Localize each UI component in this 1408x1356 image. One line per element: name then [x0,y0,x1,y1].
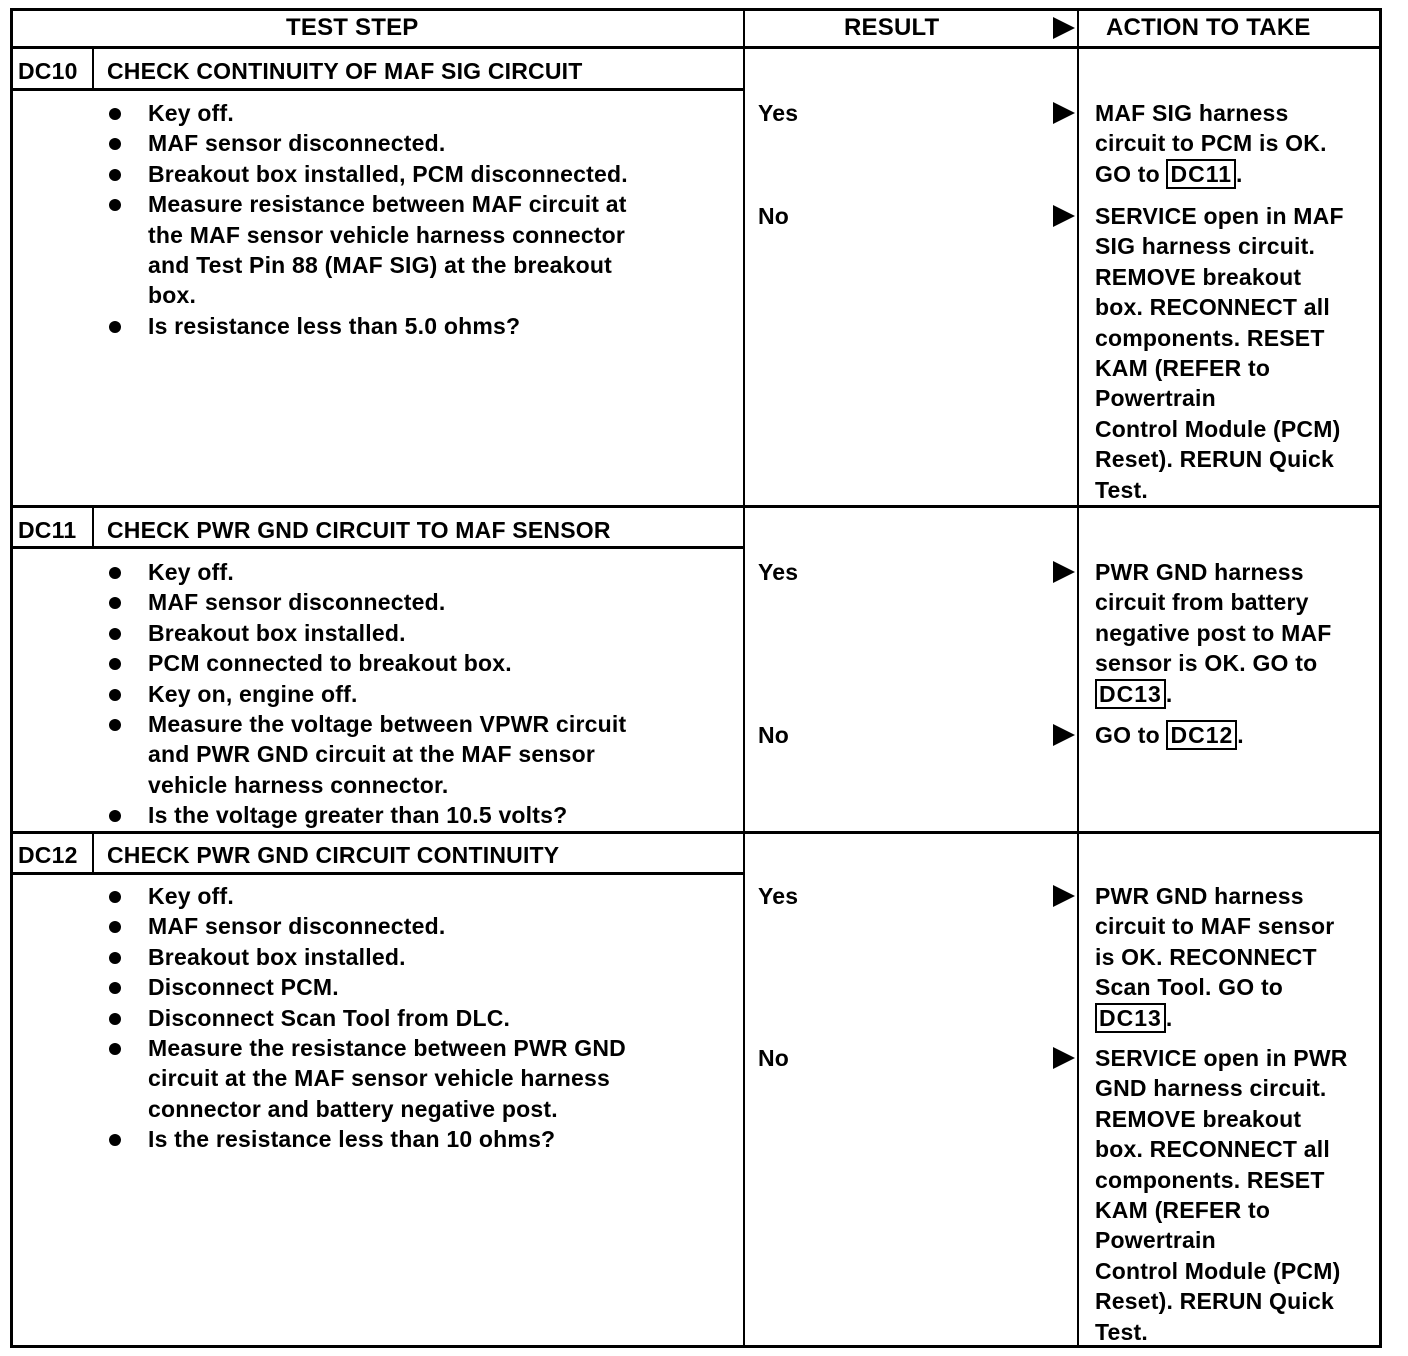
bullet-icon [109,199,121,211]
result-no: No [758,203,790,229]
step-title-underline [10,872,745,875]
result-arrow-icon [1053,561,1075,583]
step-title: CHECK CONTINUITY OF MAF SIG CIRCUIT [107,58,583,84]
header-arrow-icon [1053,17,1075,39]
test-instruction: Breakout box installed. [148,619,406,646]
step-reference-link[interactable]: DC11 [1166,159,1236,189]
step-title-underline [10,546,745,549]
result-yes: Yes [758,559,799,585]
bullet-icon [109,921,121,933]
bullet-icon [109,1013,121,1025]
result-arrow-icon [1053,205,1075,227]
test-instruction: MAF sensor disconnected. [148,589,446,616]
result-arrow-icon [1053,102,1075,124]
test-instruction: Measure the resistance between PWR GND circuit at the MAF sensor vehicle harness connector and battery negative post. [148,1035,626,1122]
result-no: No [758,1045,790,1071]
step-reference-link[interactable]: DC12 [1166,720,1237,750]
bullet-icon [109,1043,121,1055]
result-arrow-icon [1053,724,1075,746]
result-yes: Yes [758,100,799,126]
step-id-divider [92,831,94,872]
result-arrow-icon [1053,885,1075,907]
test-instruction: Measure resistance between MAF circuit at the MAF sensor vehicle harness connector and Test Pin 88 (MAF SIG) at the breakout box. [148,191,627,309]
test-instruction: Measure the voltage between VPWR circuit and PWR GND circuit at the MAF sensor vehicle harness connector. [148,711,627,798]
result-yes: Yes [758,883,799,909]
test-instruction: MAF sensor disconnected. [148,913,446,940]
step-id-divider [92,505,94,546]
test-instruction: Key off. [148,559,234,585]
step-title-underline [10,88,745,91]
bullet-icon [109,108,121,120]
bullet-icon [109,567,121,579]
bullet-icon [109,597,121,609]
test-instruction: Key on, engine off. [148,680,358,707]
test-instruction: Disconnect PCM. [148,974,339,1001]
action-text: PWR GND harness circuit from battery negative post to MAF sensor is OK. GO to DC13 . [1095,559,1332,707]
action-text: SERVICE open in PWR GND harness circuit. REMOVE breakout box. RECONNECT all components. RESET KAM (REFER to Powertrain Control Module (PCM) Reset). RERUN Quick Test. [1095,1045,1348,1345]
bullet-icon [109,169,121,181]
bullet-icon [109,321,121,333]
test-instruction: Key off. [148,883,234,909]
bullet-icon [109,719,121,731]
test-instruction: Breakout box installed, PCM disconnected. [148,160,628,187]
test-question: Is the resistance less than 10 ohms? [148,1126,556,1153]
result-arrow-icon [1053,1047,1075,1069]
step-id: DC10 [18,58,78,84]
diagnostic-test-table [10,8,1382,1348]
test-instruction: Disconnect Scan Tool from DLC. [148,1004,511,1031]
test-instruction: PCM connected to breakout box. [148,650,512,677]
action-text: PWR GND harness circuit to MAF sensor is OK. RECONNECT Scan Tool. GO to DC13 . [1095,883,1335,1031]
step-id: DC12 [18,842,78,868]
step-separator [10,505,1382,508]
test-instruction: MAF sensor disconnected. [148,130,446,157]
bullet-icon [109,810,121,822]
column-divider-action [1077,8,1079,1348]
result-no: No [758,722,790,748]
header-test-step: TEST STEP [286,14,419,41]
step-title: CHECK PWR GND CIRCUIT CONTINUITY [107,842,560,868]
bullet-icon [109,138,121,150]
action-text: GO to DC12 . [1095,722,1244,748]
bullet-icon [109,891,121,903]
step-reference-link[interactable]: DC13 [1095,1003,1166,1033]
action-text: SERVICE open in MAF SIG harness circuit. REMOVE breakout box. RECONNECT all components. RESET KAM (REFER to Powertrain Control Module (PCM) Reset). RERUN Quick Test. [1095,203,1344,503]
step-title: CHECK PWR GND CIRCUIT TO MAF SENSOR [107,517,611,543]
column-divider-test-step [743,8,745,1348]
header-underline [10,46,1382,49]
bullet-icon [109,1134,121,1146]
header-result: RESULT [844,14,940,41]
step-reference-link[interactable]: DC13 [1095,679,1166,709]
test-instruction: Breakout box installed. [148,943,406,970]
step-id: DC11 [18,517,77,543]
bullet-icon [109,689,121,701]
test-instruction: Key off. [148,100,234,126]
table-border-top [10,8,1382,11]
table-border-right [1379,8,1382,1348]
step-id-divider [92,48,94,88]
test-question: Is the voltage greater than 10.5 volts? [148,802,568,829]
bullet-icon [109,952,121,964]
action-text: MAF SIG harness circuit to PCM is OK. GO to DC11 . [1095,100,1327,187]
header-action: ACTION TO TAKE [1106,14,1311,41]
table-border-left [10,8,13,1348]
step-separator [10,831,1382,834]
bullet-icon [109,628,121,640]
test-question: Is resistance less than 5.0 ohms? [148,312,521,339]
bullet-icon [109,658,121,670]
bullet-icon [109,982,121,994]
